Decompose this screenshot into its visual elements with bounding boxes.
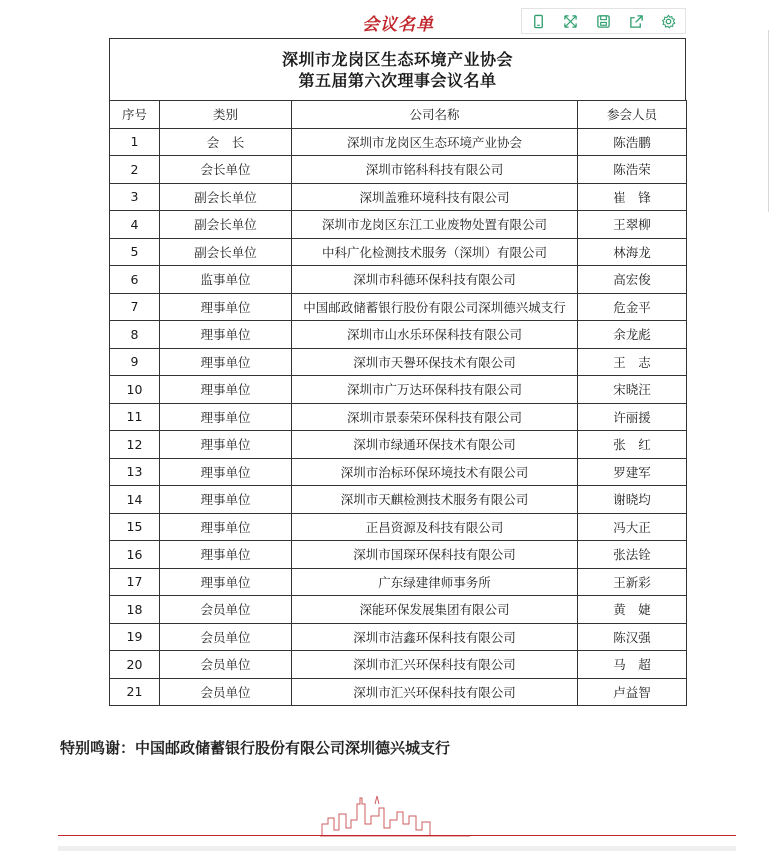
cell-company: 深圳市广万达环保科技有限公司 <box>292 376 578 404</box>
fullscreen-button[interactable] <box>555 9 588 33</box>
cell-attendee: 罗建军 <box>578 458 687 486</box>
scrollbar[interactable] <box>768 30 773 212</box>
footer-divider <box>58 835 736 836</box>
cell-attendee: 宋晓汪 <box>578 376 687 404</box>
cell-attendee: 冯大正 <box>578 513 687 541</box>
document-title-line2: 第五届第六次理事会议名单 <box>298 70 497 90</box>
cell-category: 理事单位 <box>160 458 292 486</box>
cell-no: 7 <box>110 293 160 321</box>
cell-company: 深能环保发展集团有限公司 <box>292 596 578 624</box>
column-header-company: 公司名称 <box>292 101 578 129</box>
cell-company: 深圳市龙岗区东江工业废物处置有限公司 <box>292 211 578 239</box>
roster-table-body <box>110 128 687 706</box>
document-title-line1: 深圳市龙岗区生态环境产业协会 <box>281 49 513 69</box>
roster-table <box>109 100 687 706</box>
cell-no: 1 <box>110 128 160 156</box>
cell-category: 理事单位 <box>160 486 292 514</box>
cell-no: 2 <box>110 156 160 184</box>
special-thanks: 特别鸣谢：中国邮政储蓄银行股份有限公司深圳德兴城支行 <box>60 739 451 757</box>
share-button[interactable] <box>620 9 653 33</box>
column-header-no: 序号 <box>110 101 160 129</box>
cell-category: 理事单位 <box>160 293 292 321</box>
cell-company: 深圳市山水乐环保科技有限公司 <box>292 321 578 349</box>
cell-attendee: 卢益智 <box>578 678 687 706</box>
table-row <box>110 541 687 569</box>
cell-attendee: 陈浩鹏 <box>578 128 687 156</box>
settings-button[interactable] <box>652 9 685 33</box>
table-row <box>110 513 687 541</box>
cell-category: 理事单位 <box>160 321 292 349</box>
cell-no: 18 <box>110 596 160 624</box>
cell-category: 理事单位 <box>160 431 292 459</box>
table-row <box>110 678 687 706</box>
cell-attendee: 崔 锋 <box>578 183 687 211</box>
table-row <box>110 486 687 514</box>
cell-company: 深圳市科德环保科技有限公司 <box>292 266 578 294</box>
mobile-preview-button[interactable] <box>522 9 555 33</box>
cell-category: 理事单位 <box>160 541 292 569</box>
cell-no: 15 <box>110 513 160 541</box>
cell-category: 会员单位 <box>160 678 292 706</box>
table-header-row <box>110 101 687 129</box>
footer-decoration <box>58 790 736 851</box>
table-row <box>110 403 687 431</box>
table-row <box>110 183 687 211</box>
share-icon <box>629 14 644 29</box>
table-row <box>110 128 687 156</box>
cell-no: 5 <box>110 238 160 266</box>
column-header-category: 类别 <box>160 101 292 129</box>
cell-company: 深圳市汇兴环保科技有限公司 <box>292 678 578 706</box>
cell-category: 理事单位 <box>160 568 292 596</box>
cell-no: 4 <box>110 211 160 239</box>
cell-attendee: 谢晓均 <box>578 486 687 514</box>
cell-category: 会员单位 <box>160 651 292 679</box>
column-header-attendee: 参会人员 <box>578 101 687 129</box>
meeting-roster-document <box>109 38 686 710</box>
table-row <box>110 266 687 294</box>
cell-company: 正昌资源及科技有限公司 <box>292 513 578 541</box>
cell-attendee: 陈浩荣 <box>578 156 687 184</box>
cell-no: 20 <box>110 651 160 679</box>
cell-category: 副会长单位 <box>160 211 292 239</box>
cell-category: 会长单位 <box>160 156 292 184</box>
cell-no: 16 <box>110 541 160 569</box>
table-row <box>110 376 687 404</box>
cell-no: 13 <box>110 458 160 486</box>
cell-no: 14 <box>110 486 160 514</box>
cell-company: 深圳市龙岗区生态环境产业协会 <box>292 128 578 156</box>
article-toolbar <box>521 8 686 34</box>
table-row <box>110 623 687 651</box>
table-row <box>110 156 687 184</box>
cell-attendee: 许丽援 <box>578 403 687 431</box>
cell-company: 中科广化检测技术服务（深圳）有限公司 <box>292 238 578 266</box>
document-title <box>109 38 686 100</box>
cell-category: 监事单位 <box>160 266 292 294</box>
table-row <box>110 238 687 266</box>
cell-company: 深圳市汇兴环保科技有限公司 <box>292 651 578 679</box>
cell-attendee: 林海龙 <box>578 238 687 266</box>
cell-category: 理事单位 <box>160 376 292 404</box>
cell-attendee: 陈汉强 <box>578 623 687 651</box>
cell-category: 理事单位 <box>160 403 292 431</box>
cell-attendee: 王 志 <box>578 348 687 376</box>
cell-company: 深圳市洁鑫环保科技有限公司 <box>292 623 578 651</box>
cell-attendee: 黄 婕 <box>578 596 687 624</box>
cell-company: 深圳市天麒检测技术服务有限公司 <box>292 486 578 514</box>
cell-no: 8 <box>110 321 160 349</box>
cell-category: 理事单位 <box>160 513 292 541</box>
table-row <box>110 293 687 321</box>
cell-no: 21 <box>110 678 160 706</box>
cell-company: 深圳市铭科科技有限公司 <box>292 156 578 184</box>
cell-company: 深圳市天譽环保技术有限公司 <box>292 348 578 376</box>
cell-company: 深圳盖雅环境科技有限公司 <box>292 183 578 211</box>
cell-category: 理事单位 <box>160 348 292 376</box>
cell-no: 9 <box>110 348 160 376</box>
cell-company: 深圳市绿通环保技术有限公司 <box>292 431 578 459</box>
table-row <box>110 458 687 486</box>
footer-band <box>58 846 736 851</box>
cell-company: 广东绿建律师事务所 <box>292 568 578 596</box>
section-heading: 会议名单 <box>362 15 434 35</box>
cell-attendee: 马 超 <box>578 651 687 679</box>
settings-icon <box>661 14 676 29</box>
mobile-preview-icon <box>531 14 546 29</box>
cell-no: 12 <box>110 431 160 459</box>
city-skyline-illustration <box>320 794 470 838</box>
cell-attendee: 危金平 <box>578 293 687 321</box>
cell-category: 会员单位 <box>160 596 292 624</box>
cell-no: 17 <box>110 568 160 596</box>
cell-attendee: 张 红 <box>578 431 687 459</box>
table-row <box>110 651 687 679</box>
table-row <box>110 596 687 624</box>
table-row <box>110 348 687 376</box>
cell-company: 深圳市景泰荣环保科技有限公司 <box>292 403 578 431</box>
table-row <box>110 568 687 596</box>
cell-no: 3 <box>110 183 160 211</box>
cell-category: 会 长 <box>160 128 292 156</box>
table-row <box>110 211 687 239</box>
cell-company: 深圳市国琛环保科技有限公司 <box>292 541 578 569</box>
cell-no: 10 <box>110 376 160 404</box>
cell-company: 中国邮政储蓄银行股份有限公司深圳德兴城支行 <box>292 293 578 321</box>
cell-attendee: 张法铨 <box>578 541 687 569</box>
cell-attendee: 王新彩 <box>578 568 687 596</box>
save-button[interactable] <box>587 9 620 33</box>
fullscreen-icon <box>563 14 578 29</box>
cell-no: 6 <box>110 266 160 294</box>
cell-no: 11 <box>110 403 160 431</box>
cell-category: 会员单位 <box>160 623 292 651</box>
cell-attendee: 余龙彪 <box>578 321 687 349</box>
table-row <box>110 321 687 349</box>
table-row <box>110 431 687 459</box>
save-icon <box>596 14 611 29</box>
cell-company: 深圳市治标环保环境技术有限公司 <box>292 458 578 486</box>
cell-no: 19 <box>110 623 160 651</box>
cell-attendee: 高宏俊 <box>578 266 687 294</box>
cell-attendee: 王翠柳 <box>578 211 687 239</box>
cell-category: 副会长单位 <box>160 238 292 266</box>
cell-category: 副会长单位 <box>160 183 292 211</box>
